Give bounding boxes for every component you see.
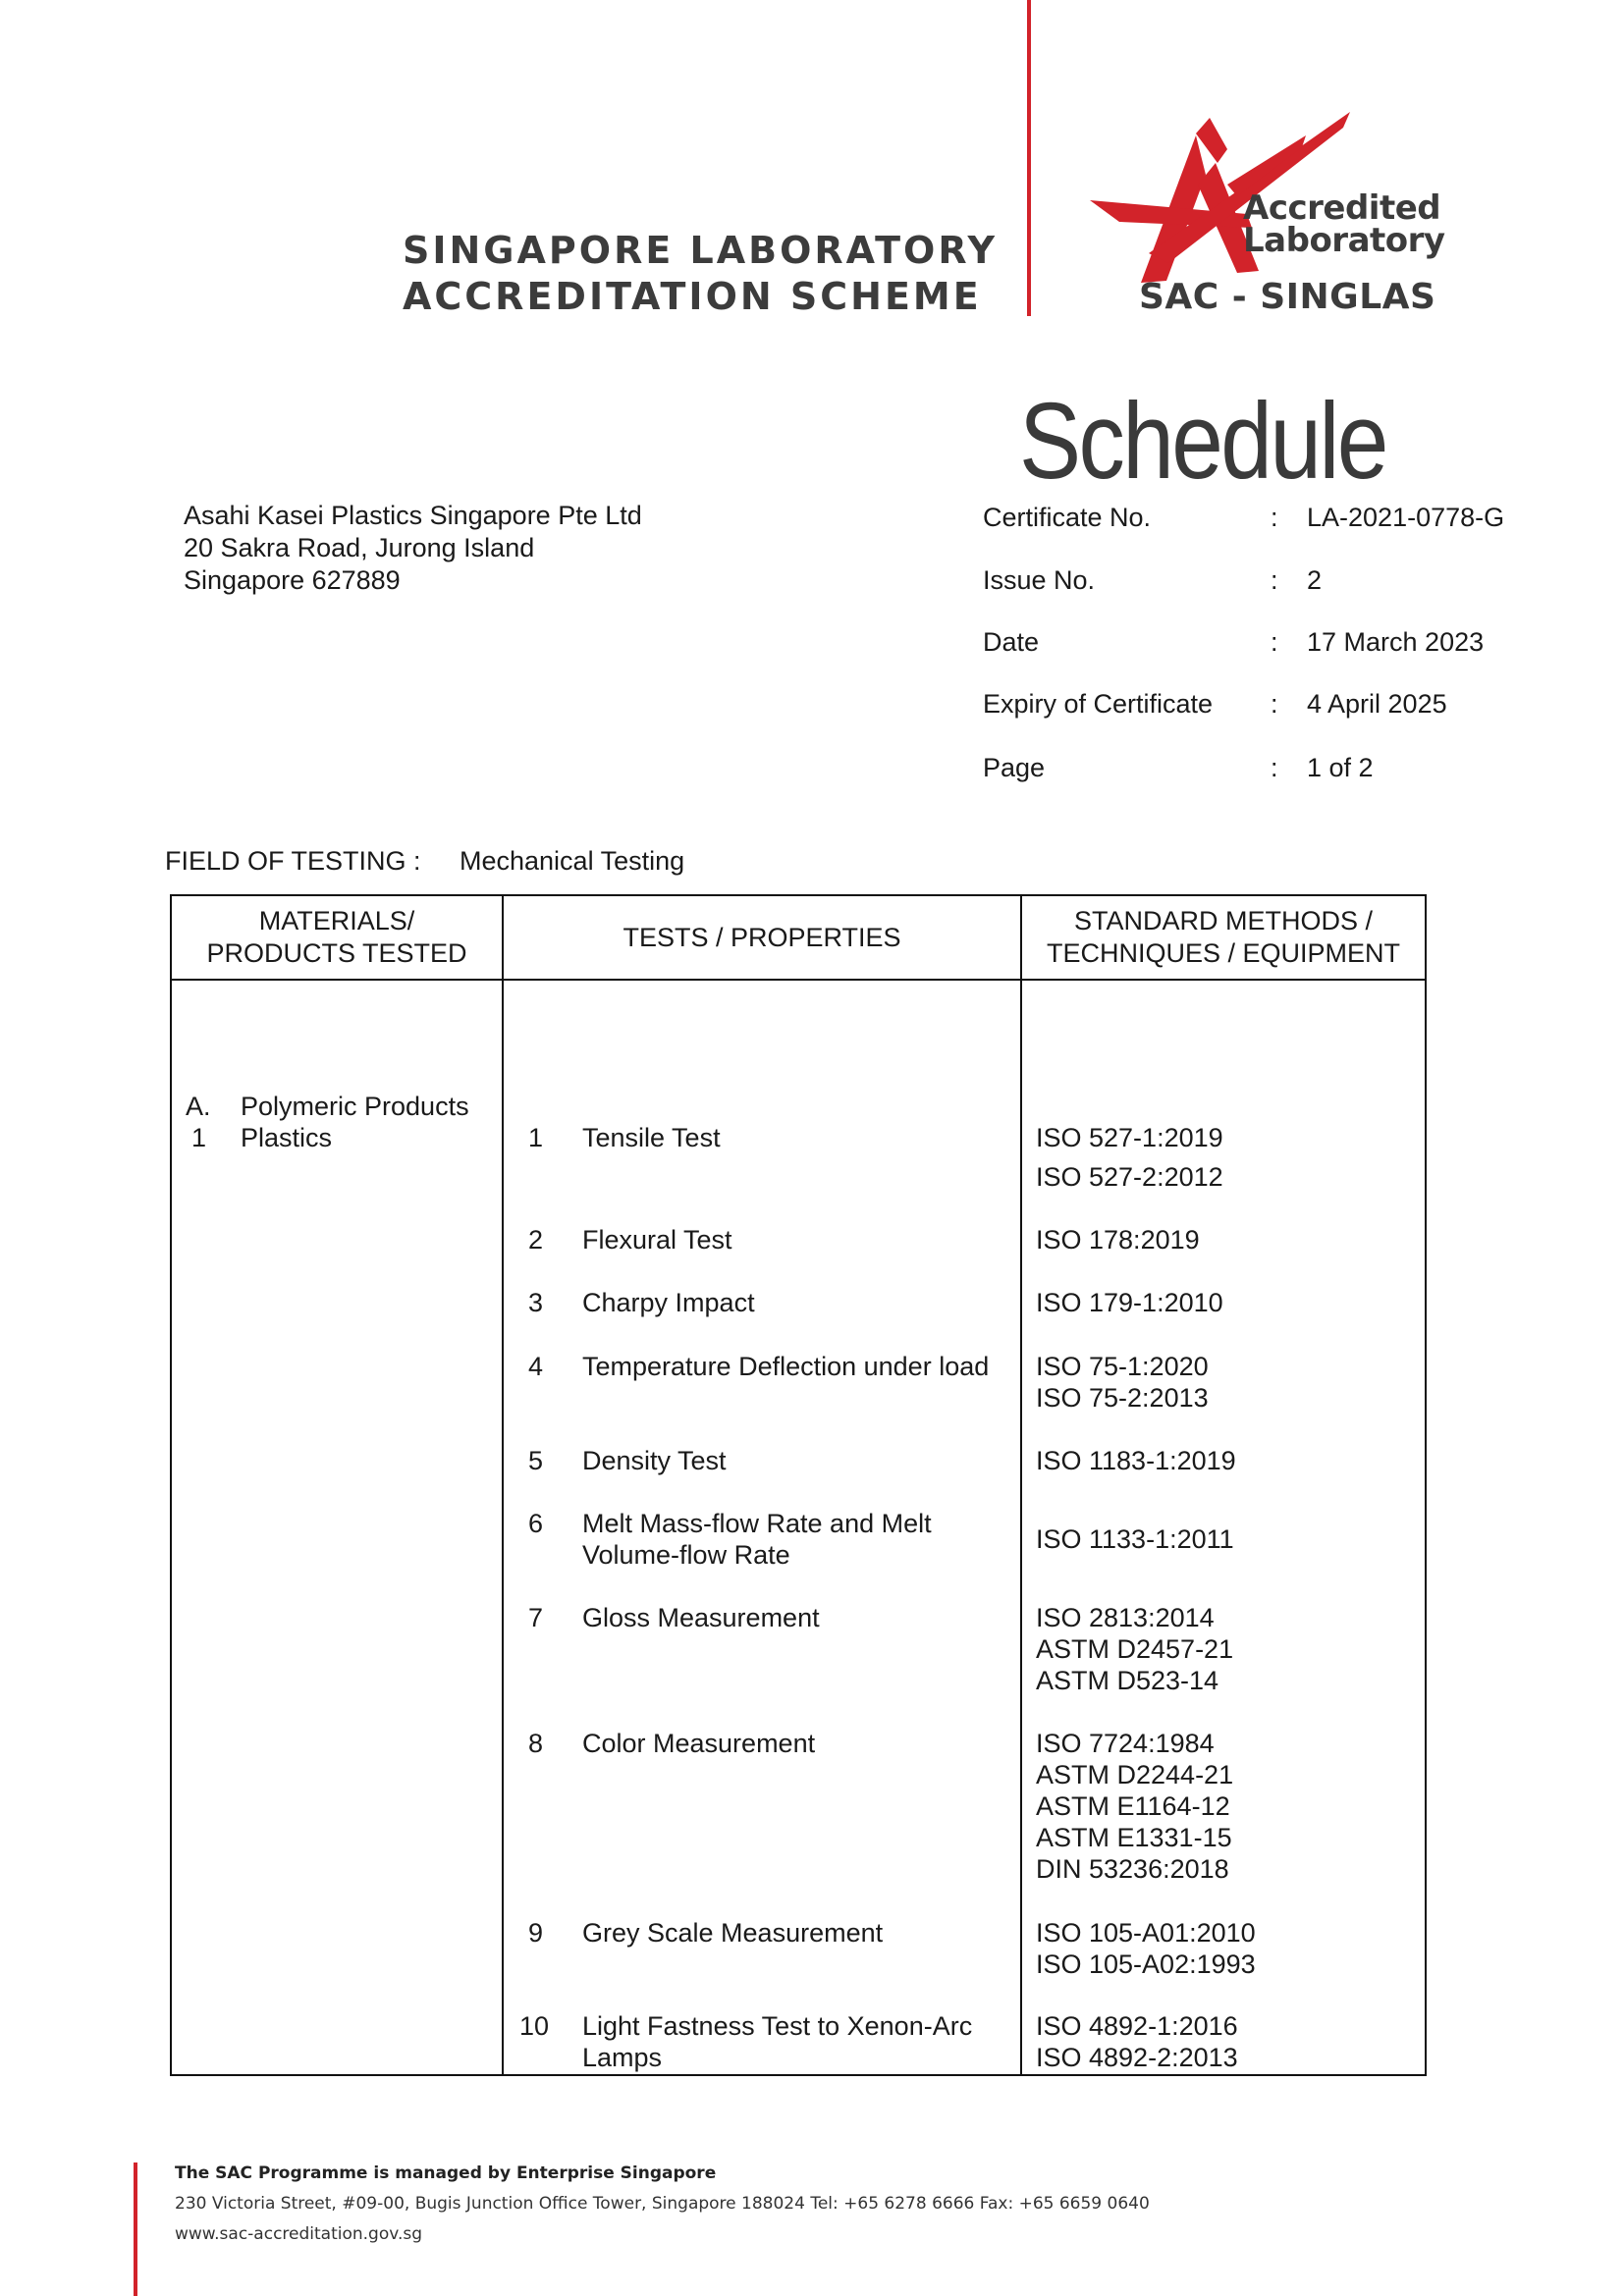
meta-label: Page [983,753,1046,782]
method-value: ISO 179-1:2010 [1036,1288,1223,1317]
header-methods-line2: TECHNIQUES / EQUIPMENT [1046,938,1401,968]
test-number: 6 [528,1509,544,1538]
header-divider [1027,0,1031,316]
footer-managed-by: The SAC Programme is managed by Enterprise Singapore [175,2163,717,2183]
footer-website-link[interactable]: www.sac-accreditation.gov.sg [175,2224,423,2244]
header-methods-line1: STANDARD METHODS / [1073,906,1373,935]
logo-line2: Laboratory [1243,221,1445,260]
method-value: ASTM D2457-21 [1036,1634,1234,1664]
test-name: Color Measurement [582,1729,816,1758]
tests-cell [503,980,1021,2075]
scheme-title-line1: SINGAPORE LABORATORY [403,229,999,272]
method-value: ASTM D523-14 [1036,1666,1219,1695]
method-value: DIN 53236:2018 [1036,1854,1229,1884]
test-name: Light Fastness Test to Xenon-Arc [582,2011,973,2041]
meta-colon: : [1271,503,1278,532]
test-name: Temperature Deflection under load [582,1352,990,1381]
test-name: Charpy Impact [582,1288,755,1317]
header-methods [1021,895,1426,980]
test-name-cont: Lamps [582,2043,663,2072]
test-name-cont: Volume-flow Rate [582,1540,790,1570]
method-value: ASTM D2244-21 [1036,1760,1234,1789]
scheme-title-line2: ACCREDITATION SCHEME [403,275,982,318]
material-category: Polymeric Products [241,1092,469,1121]
method-value: ISO 4892-1:2016 [1036,2011,1238,2041]
method-value: ISO 2813:2014 [1036,1603,1215,1632]
test-name: Grey Scale Measurement [582,1918,884,1948]
method-value: ISO 105-A02:1993 [1036,1949,1256,1979]
meta-label: Issue No. [983,565,1096,595]
methods-cell [1021,980,1426,2075]
method-value: ISO 105-A01:2010 [1036,1918,1256,1948]
header-materials [171,895,503,980]
test-number: 9 [528,1918,544,1948]
test-number: 1 [528,1123,544,1152]
method-value: ISO 7724:1984 [1036,1729,1215,1758]
test-number: 10 [519,2011,550,2041]
holder-address-line1: 20 Sakra Road, Jurong Island [184,533,535,562]
meta-colon: : [1271,565,1278,595]
test-name: Tensile Test [582,1123,721,1152]
material-name: Plastics [241,1123,333,1152]
test-number: 4 [528,1352,544,1381]
document-title: Schedule [1019,381,1386,502]
header-materials-line1: MATERIALS/ [258,906,415,935]
test-number: 5 [528,1446,544,1475]
test-name: Density Test [582,1446,727,1475]
footer-address: 230 Victoria Street, #09-00, Bugis Junction Office Tower, Singapore 188024 Tel: +65 6278 6666 Fax: +65 6659 0640 [175,2194,1150,2214]
test-number: 7 [528,1603,544,1632]
accredited-laboratory-label [1243,188,1445,260]
material-letter: A. [186,1092,211,1121]
schedule-table [170,894,1427,2076]
meta-value: 17 March 2023 [1307,627,1485,657]
header-tests: TESTS / PROPERTIES [503,895,1021,980]
method-value: ISO 75-2:2013 [1036,1383,1209,1413]
meta-value: 4 April 2025 [1307,689,1447,719]
method-value: ISO 527-1:2019 [1036,1123,1223,1152]
sac-singlas-label: SAC - SINGLAS [1139,277,1436,317]
table-header-row [171,895,1426,980]
method-value: ISO 527-2:2012 [1036,1162,1223,1192]
meta-value: 2 [1307,565,1323,595]
meta-label: Certificate No. [983,503,1152,532]
method-value: ASTM E1164-12 [1036,1791,1230,1821]
meta-label: Date [983,627,1040,657]
method-value: ISO 1133-1:2011 [1036,1524,1234,1554]
table-body-row [171,980,1426,2075]
logo-line1: Accredited [1243,188,1441,228]
field-label: FIELD OF TESTING : [165,846,421,876]
test-name: Melt Mass-flow Rate and Melt [582,1509,932,1538]
method-value: ISO 178:2019 [1036,1225,1200,1255]
test-number: 8 [528,1729,544,1758]
test-name: Flexural Test [582,1225,732,1255]
material-index: 1 [191,1123,207,1152]
method-value: ISO 75-1:2020 [1036,1352,1209,1381]
meta-colon: : [1271,689,1278,719]
meta-colon: : [1271,753,1278,782]
scheme-title [403,228,998,320]
holder-name: Asahi Kasei Plastics Singapore Pte Ltd [184,501,642,530]
footer-divider [134,2163,137,2296]
holder-address [184,500,642,597]
field-value: Mechanical Testing [460,846,685,876]
holder-address-line2: Singapore 627889 [184,565,401,595]
meta-label: Expiry of Certificate [983,689,1214,719]
meta-colon: : [1271,627,1278,657]
meta-value: LA-2021-0778-G [1307,503,1505,532]
header-materials-line2: PRODUCTS TESTED [206,938,467,968]
meta-value: 1 of 2 [1307,753,1374,782]
method-value: ISO 1183-1:2019 [1036,1446,1236,1475]
method-value: ASTM E1331-15 [1036,1823,1232,1852]
test-name: Gloss Measurement [582,1603,820,1632]
materials-cell [171,980,503,2075]
test-number: 2 [528,1225,544,1255]
field-of-testing [165,846,685,877]
test-number: 3 [528,1288,544,1317]
method-value: ISO 4892-2:2013 [1036,2043,1238,2072]
